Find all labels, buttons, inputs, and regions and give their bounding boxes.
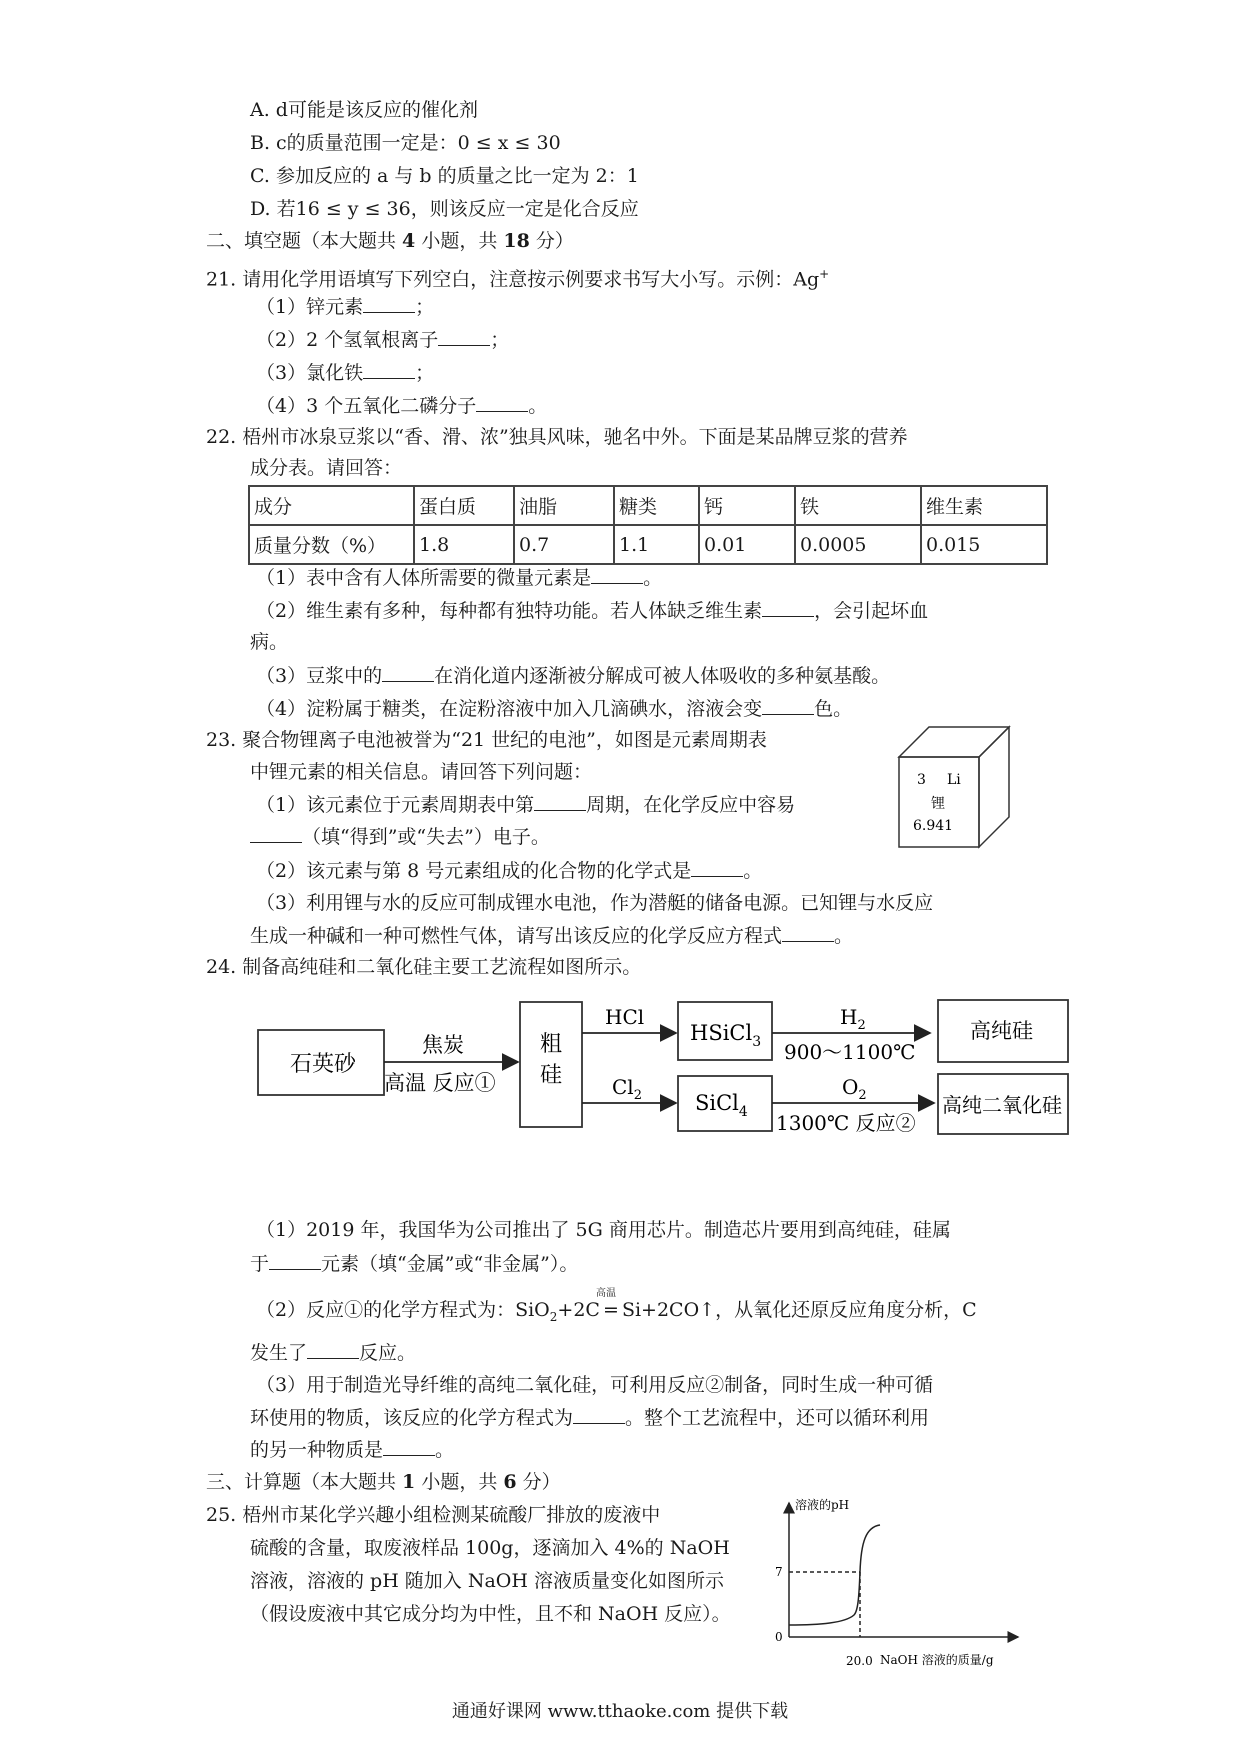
table-cell: 油脂 xyxy=(514,486,614,525)
upper-reagent-label: HCl xyxy=(605,1005,645,1029)
flow-mid-box-1: 粗 xyxy=(540,1032,563,1057)
process-flow-diagram xyxy=(250,990,1130,1155)
q23-part-2: （2）该元素与第 8 号元素组成的化合物的化学式是 。 xyxy=(256,860,763,882)
table-cell: 质量分数（%） xyxy=(249,525,414,564)
q21-item-2: （2）2 个氢氧根离子 ； xyxy=(256,329,510,351)
table-cell: 铁 xyxy=(795,486,921,525)
table-cell: 0.0005 xyxy=(795,525,921,564)
arrow1-top-label: 焦炭 xyxy=(422,1033,464,1057)
lower-arrow-top-label: $O_2$ xyxy=(842,1075,867,1103)
q22-part-1: （1）表中含有人体所需要的微量元素是 。 xyxy=(256,567,663,589)
q21-item-1: （1）锌元素 ； xyxy=(256,296,435,318)
ph-curve xyxy=(789,1525,880,1625)
q22-stem-line1: 22. 梧州市冰泉豆浆以“香、滑、浓”独具风味，驰名中外。下面是某品牌豆浆的营养 xyxy=(206,426,908,448)
upper-product-box: HSiCl$_3$ xyxy=(690,1021,762,1050)
q22-part-2-line2: 病。 xyxy=(250,631,289,653)
q21-item-4: （4）3 个五氧化二磷分子 。 xyxy=(256,395,548,417)
table-cell: 蛋白质 xyxy=(414,486,514,525)
q25-line-2: 硫酸的含量，取废液样品 100g，逐滴加入 4%的 NaOH xyxy=(250,1537,730,1559)
table-cell: 1.1 xyxy=(614,525,699,564)
element-number: 3 xyxy=(917,772,926,788)
q24-part-1-line1: （1）2019 年，我国华为公司推出了 5G 商用芯片。制造芯片要用到高纯硅，硅属 xyxy=(256,1219,951,1241)
q23-stem-line2: 中锂元素的相关信息。请回答下列问题： xyxy=(250,761,593,783)
q25-line-3: 溶液，溶液的 pH 随加入 NaOH 溶液质量变化如图所示 xyxy=(250,1570,724,1592)
upper-arrow-top-label: $H_2$ xyxy=(840,1005,866,1033)
table-cell: 0.7 xyxy=(514,525,614,564)
q22-part-4: （4）淀粉属于糖类，在淀粉溶液中加入几滴碘水，溶液会变 色。 xyxy=(256,698,853,720)
q23-part-1-line2: （填“得到”或“失去”）电子。 xyxy=(250,824,550,849)
origin-label: 0 xyxy=(775,1630,783,1644)
q22-part-2: （2）维生素有多种，每种都有独特功能。若人体缺乏维生素 ，会引起坏血 xyxy=(256,600,929,622)
page-footer: 通通好课网 www.tthaoke.com 提供下载 xyxy=(451,1701,789,1722)
q24-part-1-line2: 于 元素（填“金属”或“非金属”）。 xyxy=(250,1253,579,1275)
q20-option-a: A. d可能是该反应的催化剂 xyxy=(250,99,478,121)
q24-part-3-line3: 的另一种物质是 。 xyxy=(250,1439,455,1461)
q23-part-3-line1: （3）利用锂与水的反应可制成锂水电池，作为潜艇的储备电源。已知锂与水反应 xyxy=(256,892,934,914)
q21-stem: 21. 请用化学用语填写下列空白，注意按示例要求书写大小写。示例：Ag+ xyxy=(206,267,830,291)
x-axis-label: NaOH 溶液的质量/g xyxy=(880,1653,994,1667)
q24-part-3-line2: 环使用的物质，该反应的化学方程式为 。整个工艺流程中，还可以循环利用 xyxy=(250,1407,930,1429)
q20-option-b: B. c的质量范围一定是：0 ≤ x ≤ 30 xyxy=(250,132,561,154)
q24-part-3-line1: （3）用于制造光导纤维的高纯二氧化硅，可利用反应②制备，同时生成一种可循 xyxy=(256,1374,934,1396)
q23-stem-line1: 23. 聚合物锂离子电池被誉为“21 世纪的电池”，如图是元素周期表 xyxy=(206,729,767,751)
q21-item-3: （3）氯化铁 ； xyxy=(256,362,435,384)
element-mass: 6.941 xyxy=(913,818,954,834)
table-cell: 0.015 xyxy=(921,525,1047,564)
reaction-condition: 高温 = xyxy=(595,1288,619,1321)
ph-titration-chart xyxy=(770,1497,1040,1679)
flow-start-box: 石英砂 xyxy=(290,1052,357,1077)
element-name: 锂 xyxy=(931,796,945,812)
x-mark-label: 20.0 xyxy=(846,1654,873,1668)
q25-line-4: （假设废液中其它成分均为中性，且不和 NaOH 反应）。 xyxy=(250,1603,731,1625)
lithium-element-cube xyxy=(895,722,1015,852)
q23-part-3-line2: 生成一种碱和一种可燃性气体，请写出该反应的化学反应方程式 。 xyxy=(250,925,854,947)
table-cell: 维生素 xyxy=(921,486,1047,525)
y-axis-label: 溶液的pH xyxy=(795,1498,850,1512)
q24-part-2-line2: 发生了 反应。 xyxy=(250,1342,417,1364)
q24-part-2-line1: （2）反应①的化学方程式为：SiO$_2$+2C 高温 = Si+2CO↑，从氧化还原反应角度分析，C xyxy=(256,1288,977,1324)
element-symbol: Li xyxy=(947,772,961,788)
section-3-heading: 三、计算题（本大题共 1 小题，共 6 分） xyxy=(206,1471,561,1493)
table-cell: 糖类 xyxy=(614,486,699,525)
table-row xyxy=(249,486,1047,525)
lower-reagent-label: $Cl_2$ xyxy=(612,1075,642,1103)
arrow1-bottom-label: 高温 反应① xyxy=(384,1071,496,1095)
q22-part-3: （3）豆浆中的 在消化道内逐渐被分解成可被人体吸收的多种氨基酸。 xyxy=(256,665,891,687)
table-cell: 钙 xyxy=(699,486,795,525)
q22-stem-line2: 成分表。请回答： xyxy=(250,457,403,479)
table-cell: 成分 xyxy=(249,486,414,525)
q23-part-1: （1）该元素位于元素周期表中第 周期，在化学反应中容易 xyxy=(256,794,796,816)
table-cell: 0.01 xyxy=(699,525,795,564)
q24-stem: 24. 制备高纯硅和二氧化硅主要工艺流程如图所示。 xyxy=(206,956,642,978)
q25-line-1: 25. 梧州市某化学兴趣小组检测某硫酸厂排放的废液中 xyxy=(206,1504,661,1526)
lower-final-box: 高纯二氧化硅 xyxy=(942,1093,1062,1117)
lower-product-box: SiCl$_4$ xyxy=(695,1091,748,1120)
lower-arrow-bottom-label: 1300℃ 反应② xyxy=(776,1111,916,1135)
q20-option-d: D. 若16 ≤ y ≤ 36，则该反应一定是化合反应 xyxy=(250,198,639,220)
y-mark-label: 7 xyxy=(775,1565,783,1579)
upper-final-box: 高纯硅 xyxy=(970,1019,1033,1043)
upper-arrow-bottom-label: 900～1100℃ xyxy=(784,1040,916,1064)
table-row xyxy=(249,525,1047,564)
section-2-heading: 二、填空题（本大题共 4 小题，共 18 分） xyxy=(206,230,574,252)
q20-option-c: C. 参加反应的 a 与 b 的质量之比一定为 2：1 xyxy=(250,165,639,187)
table-cell: 1.8 xyxy=(414,525,514,564)
flow-mid-box-2: 硅 xyxy=(540,1063,563,1088)
nutrition-table xyxy=(248,485,1048,565)
